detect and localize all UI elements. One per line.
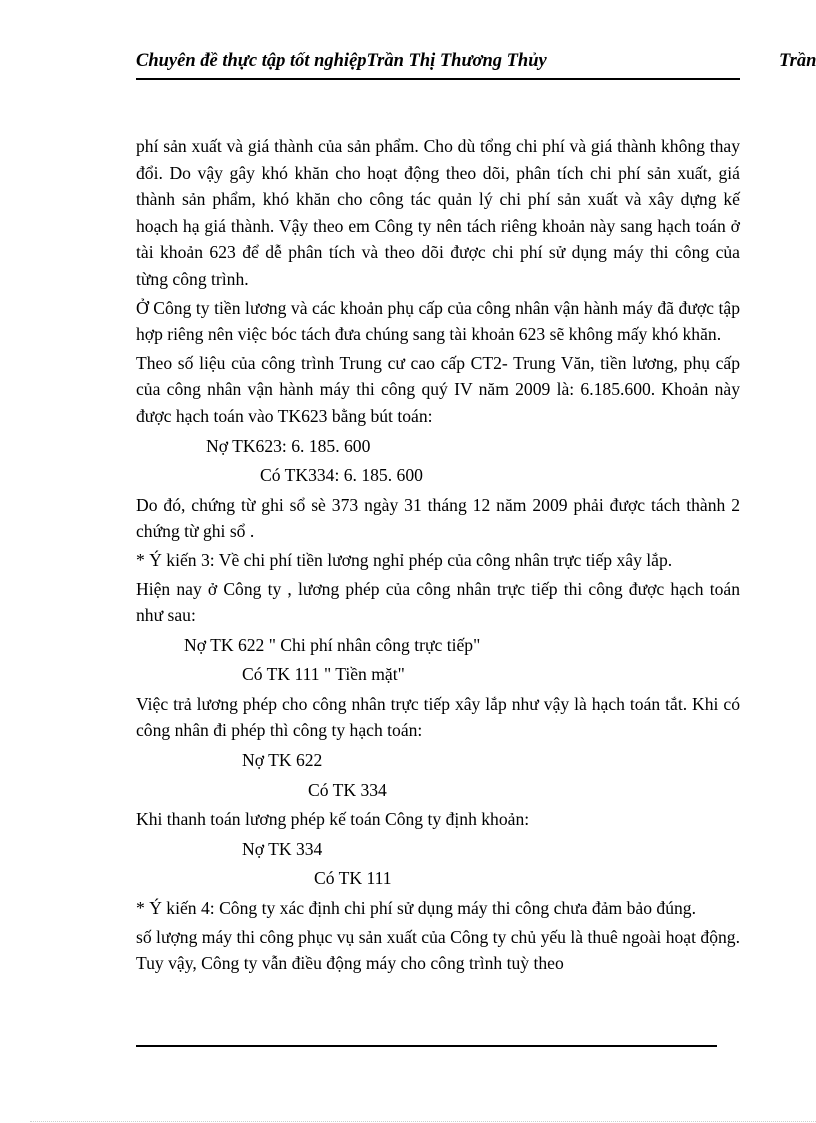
page-edge (30, 1121, 816, 1122)
journal-entry-debit: Nợ TK623: 6. 185. 600 (206, 435, 371, 456)
document-body (136, 133, 740, 979)
journal-entry-debit: Nợ TK 334 (242, 838, 323, 859)
header-title: Chuyên đề thực tập tốt nghiệpTrần Thị Thương Thủy (136, 51, 547, 71)
journal-entry-debit: Nợ TK 622 (242, 750, 323, 771)
paragraph: Khi thanh toán lương phép kế toán Công ty định khoản: (136, 809, 530, 830)
paragraph-opinion-heading: * Ý kiến 4: Công ty xác định chi phí sử dụng máy thi công chưa đảm bảo đúng. (136, 898, 696, 919)
journal-entry-credit: Có TK 334 (308, 779, 387, 800)
paragraph: Hiện nay ở Công ty , lương phép của công nhân trực tiếp thi công được hạch toán như sau: (136, 578, 740, 626)
footer-rule (136, 1045, 717, 1047)
journal-entry-credit: Có TK334: 6. 185. 600 (260, 465, 423, 486)
journal-entry-debit: Nợ TK 622 " Chi phí nhân công trực tiếp" (184, 634, 481, 655)
journal-entry-credit: Có TK 111 " Tiền mặt" (242, 664, 405, 685)
paragraph: phí sản xuất và giá thành của sản phẩm. Cho dù tổng chi phí và giá thành không thay đổi. Do vậy gây khó khăn cho hoạt động theo dõi, phân tích chi phí sản xuất, giá thành sản phẩm, khó khăn cho công tác quản lý chi phí sản xuất và xây dựng kế hoạch hạ giá thành. Vậy theo em Công ty nên tách riêng khoản này sang hạch toán ở tài khoản 623 để dễ phân tích và theo dõi được chi phí sử dụng máy thi công của từng công trình. (136, 136, 740, 289)
paragraph: Việc trả lương phép cho công nhân trực tiếp xây lắp như vậy là hạch toán tắt. Khi có công nhân đi phép thì công ty hạch toán: (136, 693, 740, 741)
paragraph: Do đó, chứng từ ghi sổ sè 373 ngày 31 tháng 12 năm 2009 phải được tách thành 2 chứng từ ghi sổ . (136, 494, 740, 542)
paragraph: Ở Công ty tiền lương và các khoản phụ cấp của công nhân vận hành máy đã được tập hợp riêng nên việc bóc tách đưa chúng sang tài khoản 623 sẽ không mấy khó khăn. (136, 297, 740, 345)
paragraph-opinion-heading: * Ý kiến 3: Về chi phí tiền lương nghỉ phép của công nhân trực tiếp xây lắp. (136, 549, 673, 570)
header-author-overflow: Trần (779, 51, 816, 71)
page-header (136, 51, 816, 75)
header-rule (136, 78, 740, 80)
paragraph: Theo số liệu của công trình Trung cư cao cấp CT2- Trung Văn, tiền lương, phụ cấp của công nhân vận hành máy thi công quý IV năm 2009 là: 6.185.600. Khoản này được hạch toán vào TK623 bằng bút toán: (136, 352, 740, 426)
paragraph: số lượng máy thi công phục vụ sản xuất của Công ty chủ yếu là thuê ngoài hoạt động. Tuy vậy, Công ty vẫn điều động máy cho công trình tuỳ theo (136, 926, 740, 974)
journal-entry-credit: Có TK 111 (314, 868, 392, 889)
